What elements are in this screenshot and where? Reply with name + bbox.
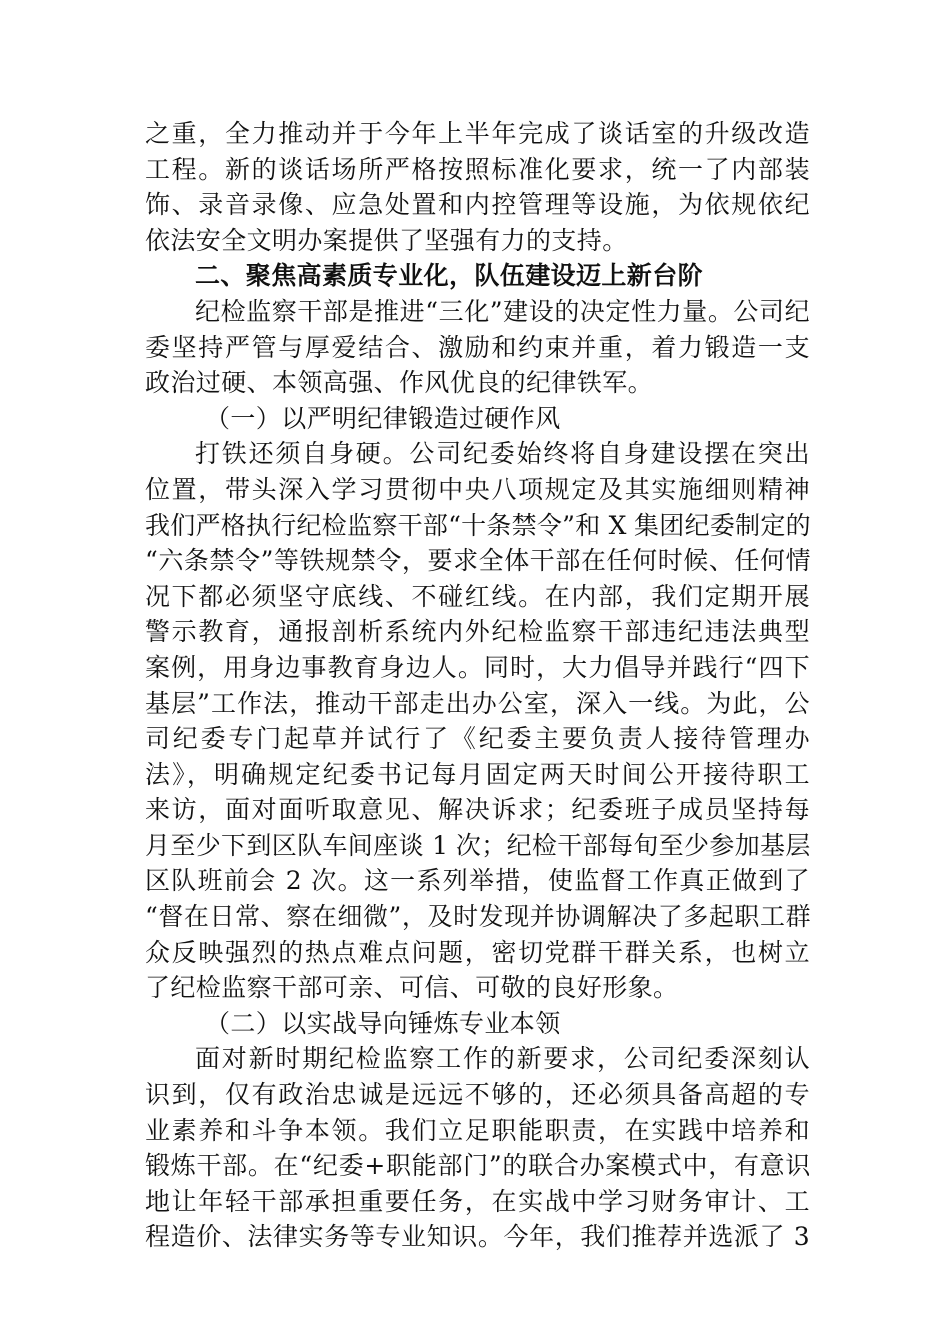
paragraph-line: 案例，用身边事教育身边人。同时，大力倡导并践行“四下 xyxy=(145,652,810,682)
paragraph-line: 纪检监察干部是推进“三化”建设的决定性力量。公司纪 xyxy=(195,296,810,326)
paragraph-line: 基层”工作法，推动干部走出办公室，深入一线。为此，公 xyxy=(145,688,810,718)
paragraph-line: 地让年轻干部承担重要任务，在实战中学习财务审计、工 xyxy=(145,1186,810,1216)
paragraph-line: 业素养和斗争本领。我们立足职能职责，在实践中培养和 xyxy=(145,1115,810,1145)
paragraph-line: 政治过硬、本领高强、作风优良的纪律铁军。 xyxy=(145,368,654,398)
paragraph-line: 月至少下到区队车间座谈 1 次；纪检干部每旬至少参加基层 xyxy=(145,830,810,860)
paragraph-line: “六条禁令”等铁规禁令，要求全体干部在任何时候、任何情 xyxy=(145,546,810,576)
paragraph-line: 面对新时期纪检监察工作的新要求，公司纪委深刻认 xyxy=(195,1044,810,1074)
paragraph-line: 警示教育，通报剖析系统内外纪检监察干部违纪违法典型 xyxy=(145,617,810,647)
paragraph-line: 法》，明确规定纪委书记每月固定两天时间公开接待职工 xyxy=(145,759,810,789)
paragraph-line: 来访，面对面听取意见、解决诉求；纪委班子成员坚持每 xyxy=(145,795,810,825)
paragraph-line: 识到，仅有政治忠诚是远远不够的，还必须具备高超的专 xyxy=(145,1080,810,1110)
paragraph-line: 打铁还须自身硬。公司纪委始终将自身建设摆在突出 xyxy=(195,439,810,469)
subsection-heading: （一）以严明纪律锻造过硬作风 xyxy=(205,403,561,433)
paragraph-line: 锻炼干部。在“纪委+职能部门”的联合办案模式中，有意识 xyxy=(145,1151,810,1181)
paragraph-line: 我们严格执行纪检监察干部“十条禁令”和 X 集团纪委制定的 xyxy=(145,510,810,540)
paragraph-line: “督在日常、察在细微”，及时发现并协调解决了多起职工群 xyxy=(145,902,810,932)
section-heading: 二、聚焦高素质专业化，队伍建设迈上新台阶 xyxy=(195,261,704,291)
paragraph-line: 司纪委专门起草并试行了《纪委主要负责人接待管理办 xyxy=(145,724,810,754)
subsection-heading: （二）以实战导向锤炼专业本领 xyxy=(205,1008,561,1038)
paragraph-line: 委坚持严管与厚爱结合、激励和约束并重，着力锻造一支 xyxy=(145,332,810,362)
paragraph-line: 众反映强烈的热点难点问题，密切党群干群关系，也树立 xyxy=(145,937,810,967)
paragraph-line: 依法安全文明办案提供了坚强有力的支持。 xyxy=(145,225,628,255)
paragraph-line: 工程。新的谈话场所严格按照标准化要求，统一了内部装 xyxy=(145,154,810,184)
paragraph-line: 程造价、法律实务等专业知识。今年，我们推荐并选派了 3 xyxy=(145,1222,810,1252)
paragraph-line: 况下都必须坚守底线、不碰红线。在内部，我们定期开展 xyxy=(145,581,810,611)
document-page xyxy=(145,116,810,1255)
paragraph-line: 饰、录音录像、应急处置和内控管理等设施，为依规依纪 xyxy=(145,190,810,220)
paragraph-line: 位置，带头深入学习贯彻中央八项规定及其实施细则精神 xyxy=(145,474,810,504)
paragraph-line: 之重，全力推动并于今年上半年完成了谈话室的升级改造 xyxy=(145,119,810,148)
paragraph-line: 区队班前会 2 次。这一系列举措，使监督工作真正做到了 xyxy=(145,866,810,896)
paragraph-line: 了纪检监察干部可亲、可信、可敬的良好形象。 xyxy=(145,973,679,1003)
